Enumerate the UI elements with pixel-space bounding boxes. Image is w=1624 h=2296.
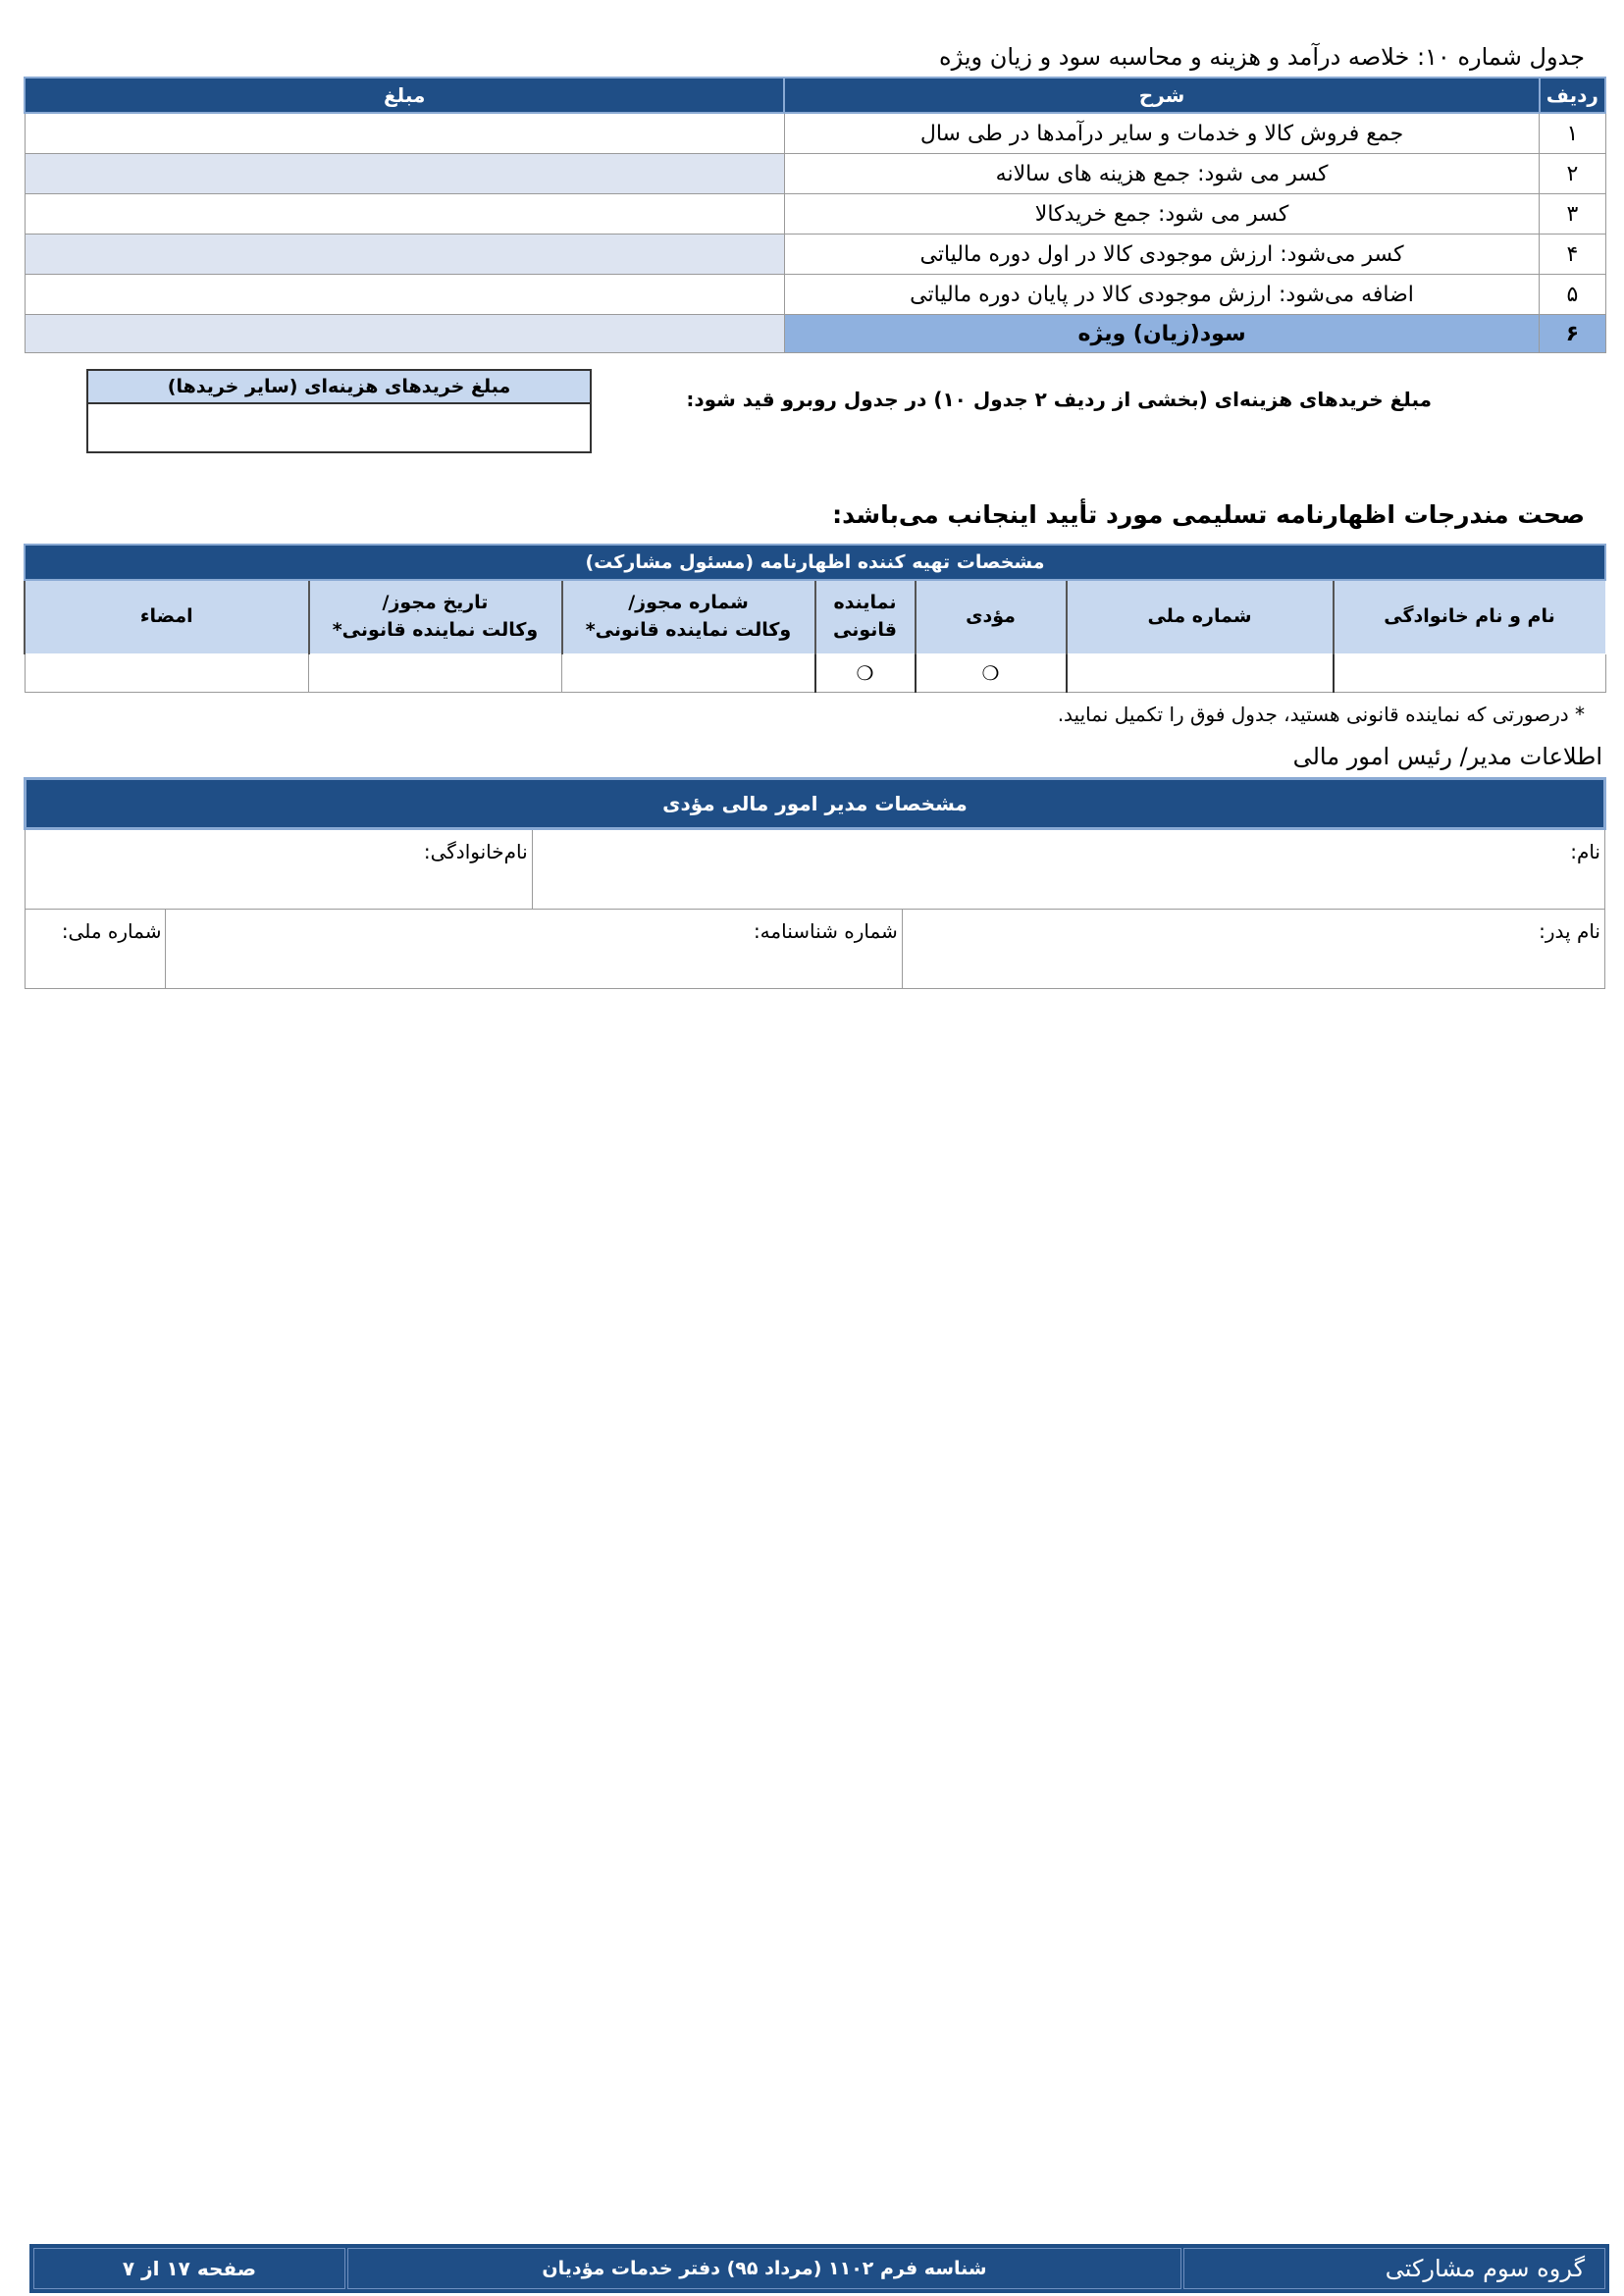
- table-row: [25, 194, 1605, 235]
- header-amount: مبلغ: [25, 78, 784, 113]
- preparer-header-row: [25, 580, 1605, 654]
- footer-group: گروه سوم مشارکتی: [1183, 2248, 1605, 2289]
- total-row: [25, 315, 1605, 353]
- table10-title: جدول شماره ۱۰: خلاصه درآمد و هزینه و محاسبه سود و زیان ویژه: [939, 43, 1585, 71]
- header-legal-rep-line1: نماینده: [833, 592, 897, 614]
- header-license-number-line2: وکالت نماینده قانونی*: [585, 619, 792, 641]
- national-id-field[interactable]: [1067, 654, 1334, 693]
- page-footer: [29, 2244, 1609, 2293]
- preparer-row: [25, 654, 1605, 693]
- license-number-field[interactable]: [562, 654, 815, 693]
- footer-form-id: شناسه فرم ۱۱۰۲ (مرداد ۹۵) دفتر خدمات مؤدیان: [347, 2248, 1181, 2289]
- confirmation-title: صحت مندرجات اظهارنامه تسلیمی مورد تأیید اینجانب می‌باشد:: [832, 500, 1585, 529]
- row-number: ۶: [1540, 315, 1605, 353]
- row-description: جمع فروش کالا و خدمات و سایر درآمدها در طی سال: [784, 113, 1539, 154]
- legal-rep-radio[interactable]: ❍: [815, 654, 916, 693]
- cost-purchases-field[interactable]: [87, 403, 591, 452]
- first-name-field[interactable]: [532, 829, 1604, 910]
- first-name-label: نام:: [1570, 840, 1600, 863]
- header-license-date: [309, 580, 562, 654]
- table-row: [25, 235, 1605, 275]
- father-name-field[interactable]: [902, 910, 1604, 989]
- taxpayer-radio[interactable]: ❍: [916, 654, 1067, 693]
- row-number: ۵: [1540, 275, 1605, 315]
- header-description: شرح: [784, 78, 1539, 113]
- header-license-number-line1: شماره مجوز/: [628, 592, 749, 614]
- table-row: [25, 154, 1605, 194]
- row-description: کسر می شود: جمع خریدکالا: [784, 194, 1539, 235]
- amount-field[interactable]: [25, 113, 784, 154]
- manager-national-id-label: شماره ملی:: [61, 919, 162, 943]
- table-row: [25, 275, 1605, 315]
- header-license-date-line2: وکالت نماینده قانونی*: [332, 619, 539, 641]
- header-row-number: ردیف: [1540, 78, 1605, 113]
- finance-manager-band: مشخصات مدیر امور مالی مؤدی: [26, 779, 1605, 829]
- row-description: اضافه می‌شود: ارزش موجودی کالا در پایان دوره مالیاتی: [784, 275, 1539, 315]
- income-summary-table: [24, 77, 1606, 353]
- header-legal-rep: [815, 580, 916, 654]
- finance-manager-table: [24, 777, 1606, 989]
- id-number-field[interactable]: [166, 910, 902, 989]
- amount-field[interactable]: [25, 154, 784, 194]
- preparer-table: [24, 544, 1606, 693]
- header-legal-rep-line2: قانونی: [833, 619, 897, 641]
- footer-page-number: صفحه ۱۷ از ۷: [33, 2248, 345, 2289]
- table-row: [25, 113, 1605, 154]
- legal-rep-note: * درصورتی که نماینده قانونی هستید، جدول فوق را تکمیل نمایید.: [1057, 703, 1585, 726]
- preparer-band: مشخصات تهیه کننده اظهارنامه (مسئول مشارکت): [25, 545, 1605, 580]
- id-number-label: شماره شناسنامه:: [753, 919, 898, 943]
- amount-field[interactable]: [25, 275, 784, 315]
- header-full-name: نام و نام خانوادگی: [1334, 580, 1606, 654]
- amount-field[interactable]: [25, 235, 784, 275]
- cost-purchases-box: [86, 369, 592, 453]
- license-date-field[interactable]: [309, 654, 562, 693]
- manager-section-title: اطلاعات مدیر/ رئیس امور مالی: [1292, 743, 1602, 770]
- header-taxpayer: مؤدی: [916, 580, 1067, 654]
- table-header-row: [25, 78, 1605, 113]
- manager-national-id-field[interactable]: [26, 910, 166, 989]
- amount-field[interactable]: [25, 194, 784, 235]
- row-number: ۲: [1540, 154, 1605, 194]
- full-name-field[interactable]: [1334, 654, 1606, 693]
- header-license-date-line1: تاریخ مجوز/: [382, 592, 489, 614]
- signature-field[interactable]: [25, 654, 309, 693]
- header-signature: امضاء: [25, 580, 309, 654]
- row-description: کسر می‌شود: ارزش موجودی کالا در اول دوره مالیاتی: [784, 235, 1539, 275]
- row-description: کسر می شود: جمع هزینه های سالانه: [784, 154, 1539, 194]
- father-name-label: نام پدر:: [1539, 919, 1600, 943]
- cost-purchases-note: مبلغ خریدهای هزینه‌ای (بخشی از ردیف ۲ جدول ۱۰) در جدول روبرو قید شود:: [686, 388, 1432, 411]
- cost-purchases-header: مبلغ خریدهای هزینه‌ای (سایر خریدها): [87, 370, 591, 403]
- amount-field[interactable]: [25, 315, 784, 353]
- header-license-number: [562, 580, 815, 654]
- row-number: ۳: [1540, 194, 1605, 235]
- header-national-id: شماره ملی: [1067, 580, 1334, 654]
- last-name-field[interactable]: [26, 829, 533, 910]
- row-number: ۱: [1540, 113, 1605, 154]
- row-description: سود(زیان) ویژه: [784, 315, 1539, 353]
- last-name-label: نام‌خانوادگی:: [423, 840, 528, 863]
- row-number: ۴: [1540, 235, 1605, 275]
